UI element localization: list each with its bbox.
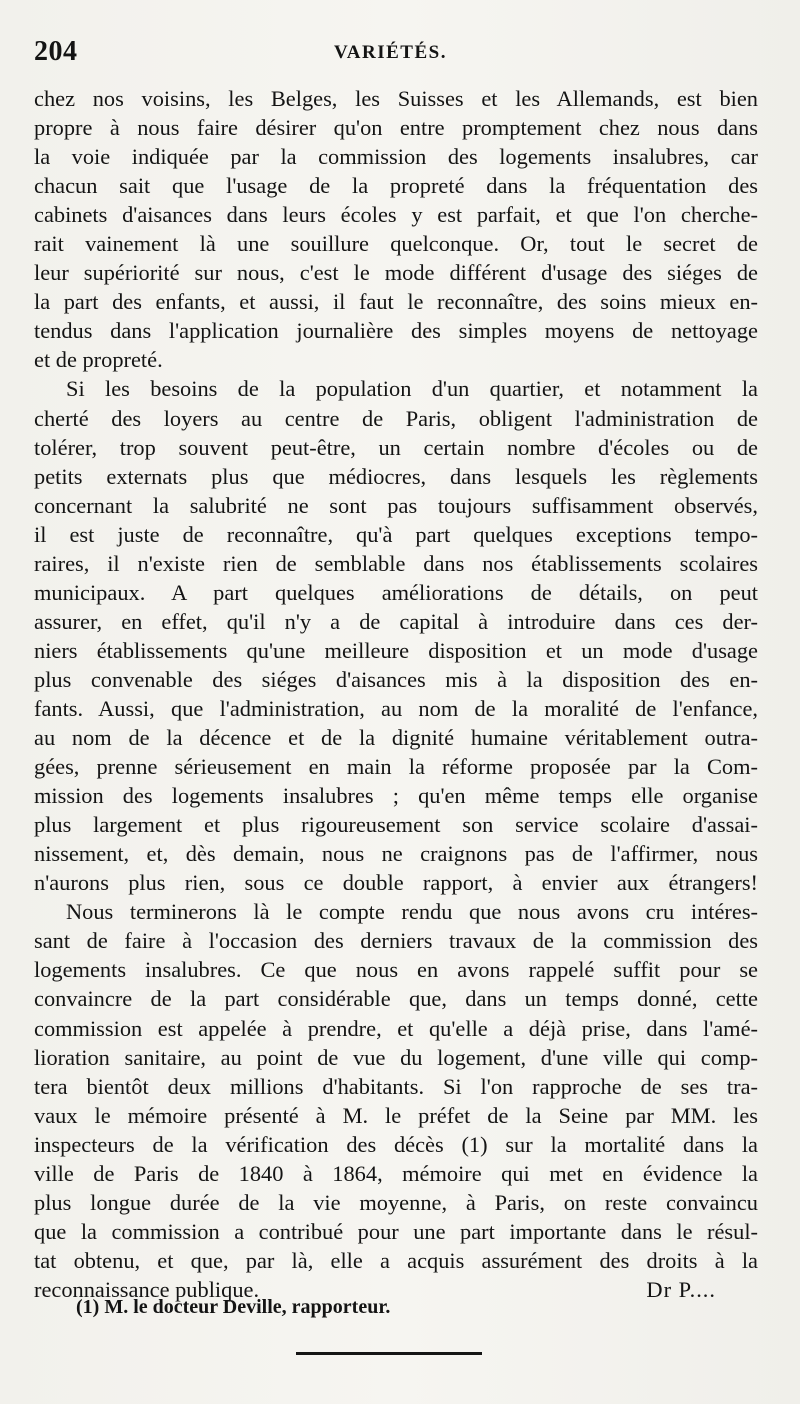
- text-line: la part des enfants, et aussi, il faut le reconnaître, des soins mieux en-: [34, 289, 758, 315]
- text-line: convaincre de la part considérable que, dans un temps donné, cette: [34, 986, 758, 1012]
- text-line: raires, il n'existe rien de semblable dans nos établissements scolaires: [34, 550, 758, 576]
- text-line: plus longue durée de la vie moyenne, à Paris, on reste convaincu: [34, 1189, 758, 1215]
- text-line: rait vainement là une souillure quelconque. Or, tout le secret de: [34, 231, 758, 257]
- text-line: et de propreté.: [34, 347, 163, 373]
- text-line: au nom de la décence et de la dignité humaine véritablement outra-: [34, 725, 758, 751]
- text-line: Nous terminerons là le compte rendu que nous avons cru intéres-: [66, 899, 758, 925]
- text-line: plus convenable des siéges d'aisances mis à la disposition des en-: [34, 666, 758, 692]
- text-line: tat obtenu, et que, par là, elle a acquis assurément des droits à la: [34, 1247, 758, 1273]
- text-line: niers établissements qu'une meilleure disposition et un mode d'usage: [34, 637, 758, 663]
- text-line: fants. Aussi, que l'administration, au nom de la moralité de l'enfance,: [34, 695, 758, 721]
- text-line: n'aurons plus rien, sous ce double rapport, à envier aux étrangers!: [34, 870, 758, 896]
- running-head: VARIÉTÉS.: [334, 42, 447, 63]
- text-line: mission des logements insalubres ; qu'en même temps elle organise: [34, 783, 758, 809]
- text-line: concernant la salubrité ne sont pas toujours suffisamment observés,: [34, 492, 758, 518]
- text-line: reconnaissance publique.: [34, 1276, 260, 1302]
- page-header: [34, 36, 754, 72]
- text-line: inspecteurs de la vérification des décès (1) sur la mortalité dans la: [34, 1131, 758, 1157]
- horizontal-rule: [296, 1352, 482, 1355]
- text-line: commission est appelée à prendre, et qu'elle a déjà prise, dans l'amé-: [34, 1015, 758, 1041]
- author-signature: Dr P....: [646, 1276, 716, 1302]
- paragraph-1: [34, 84, 758, 374]
- text-line: chacun sait que l'usage de la propreté dans la fréquentation des: [34, 173, 758, 199]
- text-line: tolérer, trop souvent peut-être, un certain nombre d'écoles ou de: [34, 434, 758, 460]
- text-line: gées, prenne sérieusement en main la réforme proposée par la Com-: [34, 754, 758, 780]
- body-text: [34, 84, 758, 1304]
- text-line: tera bientôt deux millions d'habitants. Si l'on rapproche de ses tra-: [34, 1073, 758, 1099]
- text-line: tendus dans l'application journalière des simples moyens de nettoyage: [34, 318, 758, 344]
- text-line: propre à nous faire désirer qu'on entre promptement chez nous dans: [34, 115, 758, 141]
- text-line: petits externats plus que médiocres, dans lesquels les règlements: [34, 463, 758, 489]
- text-line: assurer, en effet, qu'il n'y a de capital à introduire dans ces der-: [34, 608, 758, 634]
- text-line: cabinets d'aisances dans leurs écoles y est parfait, et que l'on cherche-: [34, 202, 758, 228]
- text-line: sant de faire à l'occasion des derniers travaux de la commission des: [34, 928, 758, 954]
- text-line: chez nos voisins, les Belges, les Suisses et les Allemands, est bien: [34, 86, 758, 111]
- text-line: cherté des loyers au centre de Paris, obligent l'administration de: [34, 405, 758, 431]
- text-line: plus largement et plus rigoureusement son service scolaire d'assai-: [34, 812, 758, 838]
- text-line: que la commission a contribué pour une part importante dans le résul-: [34, 1218, 758, 1244]
- text-line: la voie indiquée par la commission des logements insalubres, car: [34, 144, 758, 170]
- text-line: nissement, et, dès demain, nous ne craignons pas de l'affirmer, nous: [34, 841, 758, 867]
- page-number: 204: [34, 36, 78, 67]
- text-line: lioration sanitaire, au point de vue du logement, d'une ville qui comp-: [34, 1044, 758, 1070]
- text-line: il est juste de reconnaître, qu'à part quelques exceptions tempo-: [34, 521, 758, 547]
- paragraph-2: [34, 374, 758, 897]
- text-line: municipaux. A part quelques améliorations de détails, on peut: [34, 579, 758, 605]
- text-line: logements insalubres. Ce que nous en avons rappelé suffit pour se: [34, 957, 758, 983]
- footnote: (1) M. le docteur Deville, rapporteur.: [76, 1296, 391, 1318]
- text-line: vaux le mémoire présenté à M. le préfet de la Seine par MM. les: [34, 1102, 758, 1128]
- text-line: ville de Paris de 1840 à 1864, mémoire qui met en évidence la: [34, 1160, 758, 1186]
- paragraph-3: [34, 897, 758, 1304]
- text-line: Si les besoins de la population d'un quartier, et notamment la: [66, 376, 758, 402]
- text-line: leur supériorité sur nous, c'est le mode différent d'usage des siéges de: [34, 260, 758, 286]
